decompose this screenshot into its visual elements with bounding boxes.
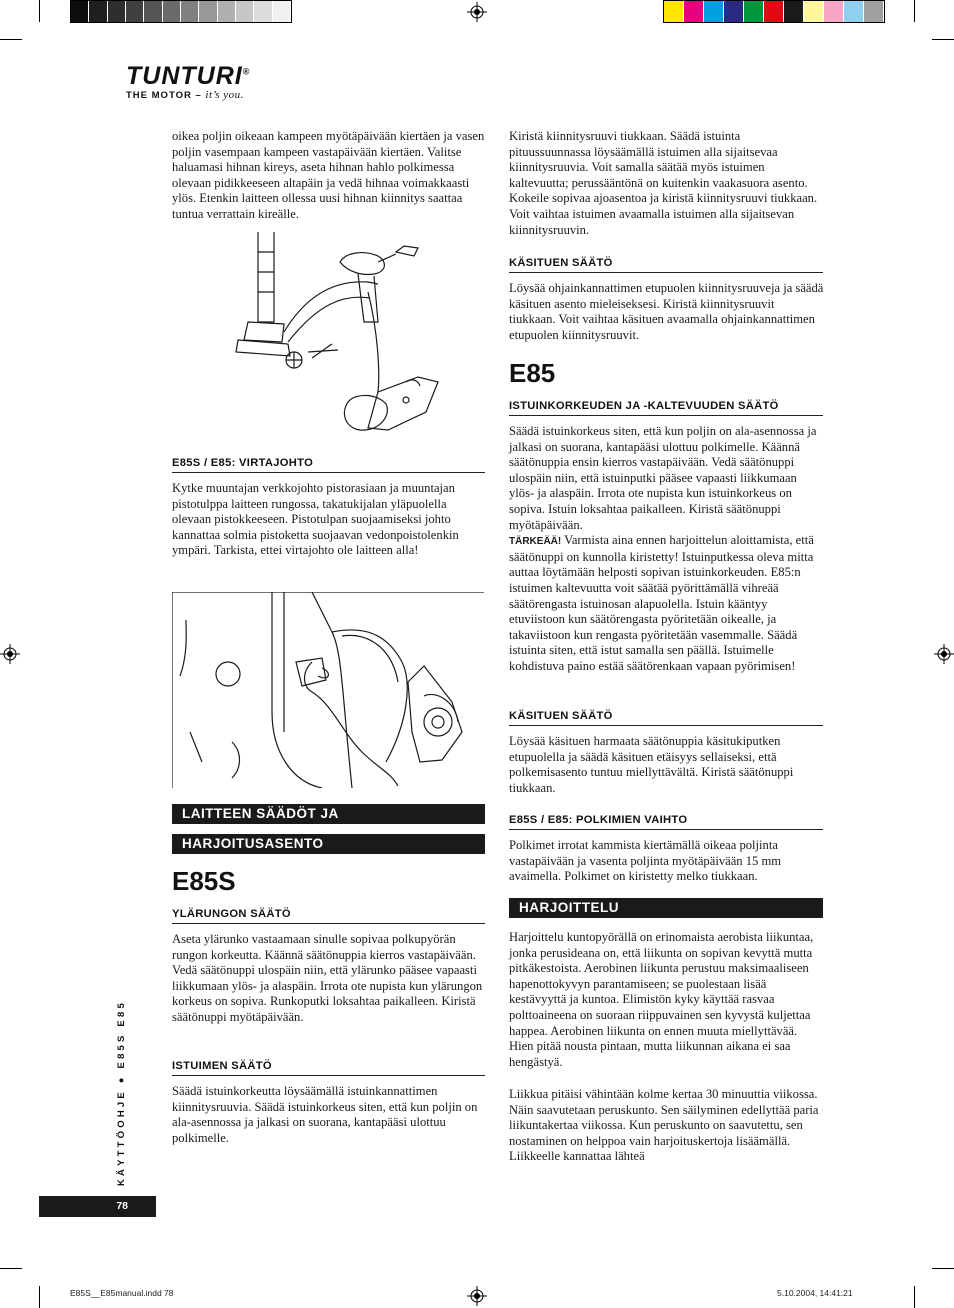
paragraph-handlebar-adjustment-1: Löysää ohjainkannattimen etupuolen kiinnitysruuveja ja säädä käsituen asento mieleiseksesi. Kiristä kiinnitysruuvit tiukkaan. Voit vaihtaa käsituen avaamalla ohjainkannattimen etupuolen kiinnitysruuvit. — [509, 281, 824, 342]
paragraph-power-cord: Kytke muuntajan verkkojohto pistorasiaan ja muuntajan pistotulppa laitteen rungossa, takatukijalan yläpuolella olevaan pistokkeeseen. Pistotulpan suojaamiseksi johto kannattaa solmia pistoketta suojaavan vedonpoistolenkin ympäri. Tarkista, ettei virtajohto ole laitteen alla! — [172, 481, 459, 558]
color-swatch — [764, 1, 783, 22]
paragraph-pedal-strap: oikea poljin oikeaan kampeen myötäpäivään kiertäen ja vasen poljin vasempaan kampeen vastapäivään kiertäen. Valitse haluamasi hihnan kireys, aseta hihnan hahlo polkimessa olevaan pidikkeeseen altapäin ja vedä hihnaa voimakkaasti ylös. Etenkin laitteen ollessa uusi hihnan kiinnitys saattaa tuntua verrattain kireälle. — [172, 129, 485, 221]
gray-swatch — [126, 1, 143, 22]
process-color-bar — [663, 0, 885, 23]
color-swatch — [724, 1, 743, 22]
paragraph-seat-height-b: Varmista aina ennen harjoittelun aloittamista, että säätönuppi on kunnolla kiristetty! Istuinputkessa oleva mitta auttaa löytämään helposti sopivan istuinkorkeuden. E85:n istuimen kaltevuutta voit säätää pyörittämällä vihreää säätörengasta istuinosan alapuolella. Istuin kääntyy etuviistoon kun säätörengasta pyöritetään oikealle, ja takaviistoon kun rengasta pyöritetään vasemmalle. Säädä istuinta siten, että istut samalla sen päällä. Istuimelle kohdistuva paino estää säätörenkaan vapaan pyörimisen! — [509, 533, 814, 673]
gray-swatch — [108, 1, 125, 22]
registration-mark-top — [467, 2, 487, 22]
color-swatch — [664, 1, 683, 22]
heading-pedal-change: E85S / E85: POLKIMIEN VAIHTO — [509, 814, 823, 830]
registration-mark-right — [934, 644, 954, 664]
color-swatch — [844, 1, 863, 22]
heading-seat-adjustment: ISTUIMEN SÄÄTÖ — [172, 1060, 485, 1076]
grayscale-color-bar — [70, 0, 292, 23]
gray-swatch — [254, 1, 271, 22]
logo-wordmark: TUNTURI — [126, 62, 243, 90]
gray-swatch — [89, 1, 106, 22]
footer-timestamp: 5.10.2004, 14:41:21 — [777, 1288, 853, 1298]
gray-swatch — [218, 1, 235, 22]
heading-frame-adjustment: YLÄRUNGON SÄÄTÖ — [172, 908, 485, 924]
tagline-italic: it’s you. — [205, 89, 244, 101]
color-swatch — [804, 1, 823, 22]
gray-swatch — [273, 1, 290, 22]
footer-filename: E85S__E85manual.indd 78 — [70, 1288, 174, 1298]
tagline-bold: THE MOTOR – — [126, 90, 202, 101]
model-title-e85: E85 — [509, 358, 556, 388]
brand-logo — [126, 62, 250, 91]
section-bar-adjustments: LAITTEEN SÄÄDÖT JA — [172, 804, 485, 824]
color-swatch — [864, 1, 883, 22]
brand-tagline — [126, 89, 244, 101]
registered-mark: ® — [242, 66, 251, 77]
gray-swatch — [181, 1, 198, 22]
gray-swatch — [199, 1, 216, 22]
gray-swatch — [71, 1, 88, 22]
section-bar-training-position: HARJOITUSASENTO — [172, 834, 485, 854]
paragraph-seat-height-tilt — [509, 424, 824, 675]
gray-swatch — [236, 1, 253, 22]
paragraph-training-1: Harjoittelu kuntopyörällä on erinomaista aerobista liikuntaa, jonka perusideana on, että liikunta on sopivan kevyttä mutta pitkäkestoista. Aerobinen liikunta perustuu maksimaaliseen hapenottokyvyn parantamiseen; se puolestaan lisää kestävyyttä ja kuntoa. Elimistön kyky käyttää rasvaa polttoaineena on suoraan riippuvainen sen kyvystä kuljettaa happea. Aerobinen liikunta on ennen muuta miellyttävää. Hien pitää nousta pintaan, mutta liikunnan aikana ei saa hengästyä. — [509, 930, 814, 1069]
gray-swatch — [144, 1, 161, 22]
paragraph-training-2: Liikkua pitäisi vähintään kolme kertaa 30 minuuttia viikossa. Näin saavutetaan peruskunto. Sen säilyminen edellyttää paria liikuntakertaa viikossa. Kun peruskunto on saavutettu, sen nostaminen on helppoa vain harjoituskertoja lisäämällä. Liikkeelle kannattaa lähteä — [509, 1087, 819, 1164]
side-running-label: KÄYTTÖOHJE ● E85S E85 — [116, 1000, 127, 1186]
note-important-label: TÄRKEÄÄ! — [509, 536, 562, 548]
heading-handlebar-adjustment-2: KÄSITUEN SÄÄTÖ — [509, 710, 823, 726]
power-cord-illustration — [172, 592, 484, 788]
color-swatch — [784, 1, 803, 22]
page-number: 78 — [39, 1196, 156, 1217]
paragraph-seat-height-a: Säädä istuinkorkeus siten, että kun poljin on ala-asennossa ja jalkasi on suorana, kantapääsi ulottuu polkimelle. Käännä säätönuppia ensin kierros vastapäivään. Vedä säätönuppi ulospäin niin, että istuinputki pääsee vapaasti liikkumaan ylös- ja alaspäin. Irrota ote nupista kun istuinkorkeus on sopiva. Istuin loksahtaa paikalleen. Kiristä säätönuppi myötäpäivään. — [509, 424, 817, 532]
paragraph-frame-adjustment: Aseta ylärunko vastaamaan sinulle sopivaa polkupyörän rungon korkeutta. Käännä säätönuppia kierros vastapäivään. Vedä säätönuppi ulospäin niin, että ylärunko pääsee vapaasti liikkumaan ylös- ja alaspäin. Irrota ote nupista kun ylärungon korkeus on sopiva. Runkoputki loksahtaa paikalleen. Kiristä säätönuppi myötäpäivään. — [172, 932, 483, 1024]
paragraph-seat-adjustment: Säädä istuinkorkeutta löysäämällä istuinkannattimen kiinnitysruuvia. Säädä istuinkorkeus siten, että kun poljin on ala-asennossa ja jalkasi on suorana, kantapääsi ulottuu polkimelle. — [172, 1084, 478, 1145]
section-bar-training: HARJOITTELU — [509, 898, 823, 918]
gray-swatch — [163, 1, 180, 22]
paragraph-seat-continued: Kiristä kiinnitysruuvi tiukkaan. Säädä istuinta pituussuunnassa löysäämällä istuimen alla sijaitsevaa kiinnitysruuvia. Voit samalla säätää myös istuimen kaltevuutta; perussääntönä on kuitenkin vaakasuora asento. Kokeile sopivaa ajoasentoa ja kiristä kiinnitysruuvi tiukkaan. Voit vaihtaa istuimen avaamalla istuimen alla sijaitsevan kiinnitysruuvin. — [509, 129, 818, 237]
heading-power-cord: E85S / E85: VIRTAJOHTO — [172, 457, 485, 473]
color-swatch — [744, 1, 763, 22]
color-swatch — [824, 1, 843, 22]
color-swatch — [684, 1, 703, 22]
heading-seat-height-tilt: ISTUINKORKEUDEN JA -KALTEVUUDEN SÄÄTÖ — [509, 400, 823, 416]
exercise-bike-illustration — [228, 232, 444, 438]
registration-mark-bottom — [467, 1286, 487, 1306]
registration-mark-left — [0, 644, 20, 664]
model-title-e85s: E85S — [172, 866, 236, 896]
color-swatch — [704, 1, 723, 22]
paragraph-pedal-change: Polkimet irrotat kammista kiertämällä oikeaa poljinta vastapäivään ja vasenta poljinta myötäpäivään 15 mm avaimella. Polkimet on kiristetty melko tiukkaan. — [509, 838, 782, 884]
paragraph-handlebar-adjustment-2: Löysää käsituen harmaata säätönuppia käsitukiputken etupuolella ja säädä käsituen etäisyys sellaiseksi, että polkemisasento tuntuu miellyttävältä. Kiristä säätönuppi tiukkaan. — [509, 734, 794, 795]
heading-handlebar-adjustment-1: KÄSITUEN SÄÄTÖ — [509, 257, 823, 273]
